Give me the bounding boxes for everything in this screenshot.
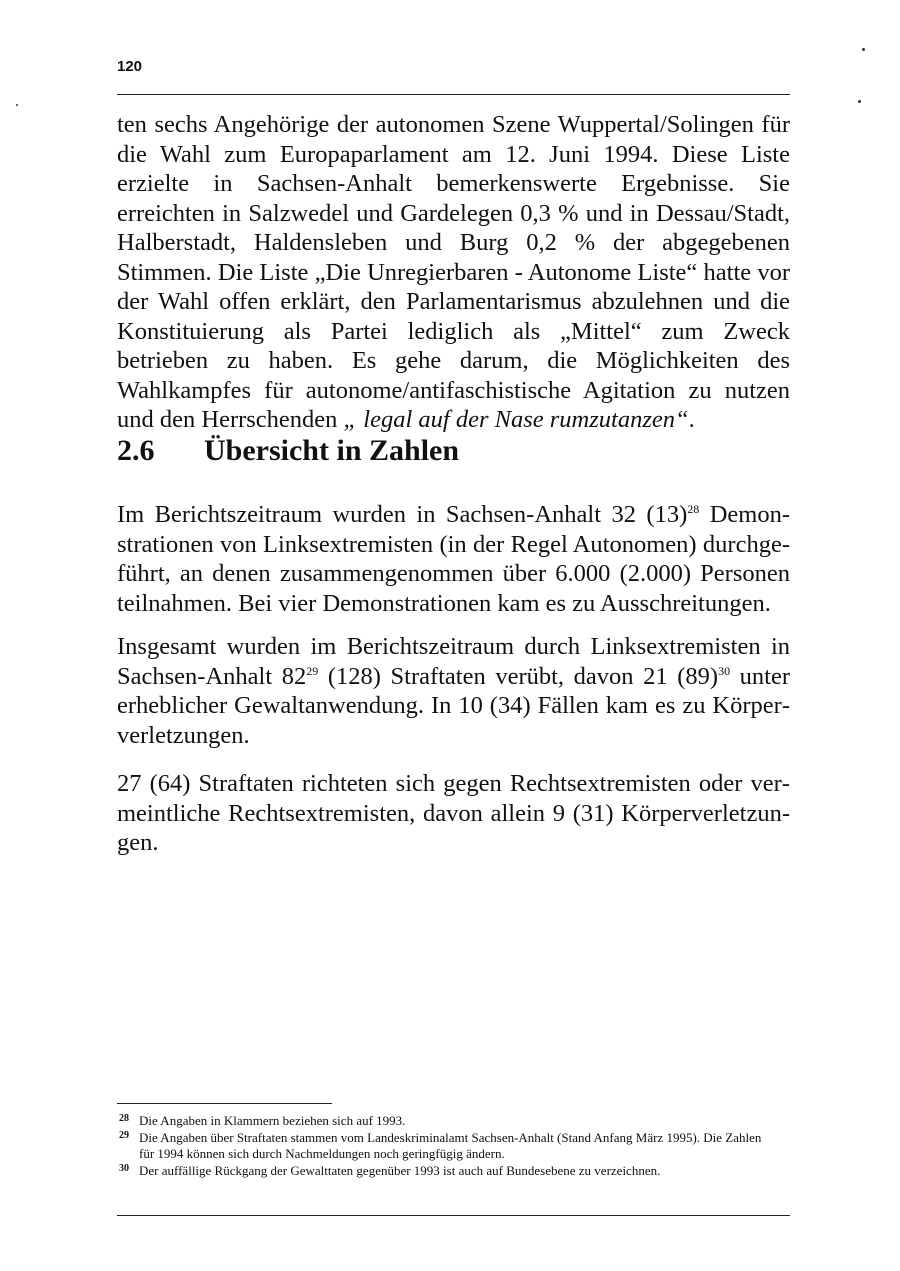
- scan-speck: [862, 48, 865, 51]
- footnote-reference: 30: [718, 663, 731, 678]
- section-title: Übersicht in Zahlen: [204, 434, 460, 467]
- footnote: [117, 1113, 762, 1129]
- paragraph-text: 27 (64) Straftaten richteten sich gegen Rechtsextremisten oder vermeintliche Rechtsextremisten, davon allein 9 (31) Körperverletzungen.: [117, 770, 790, 856]
- page-number: 120: [117, 58, 143, 75]
- italic-quote: „ legal auf der Nase rumzutanzen“: [343, 406, 689, 433]
- paragraph-targets: [117, 769, 790, 858]
- paragraph-end: .: [688, 406, 695, 433]
- footnote-text: Die Angaben über Straftaten stammen vom Landeskriminalamt Sachsen-Anhalt (Stand Anfang März 1995). Die Zahlen für 1994 können sich durch Nachmeldungen noch geringfügig ändern.: [139, 1130, 762, 1161]
- header-rule: [117, 94, 790, 95]
- footnote: [117, 1130, 762, 1162]
- section-heading: [117, 434, 459, 468]
- footnote-separator: [117, 1103, 332, 1104]
- paragraph-demonstrations: [117, 500, 790, 618]
- scan-speck: [858, 100, 861, 103]
- paragraph-text: Insgesamt wurden im Berichtszeitraum durch Linksextremisten in Sachsen-Anhalt 82: [117, 633, 790, 690]
- paragraph-text: (128) Straftaten verübt, davon 21 (89): [318, 662, 719, 690]
- paragraph-text: Demonstrationen von Linksextremisten (in der Regel Autonomen) durchgeführt, an denen zusammengenommen über 6.000 (2.000) Personen teilnahmen. Bei vier Demonstrationen kam es zu Ausschreitungen.: [117, 501, 790, 617]
- paragraph-text: unter erheblicher Gewaltanwendung. In 10 (34) Fällen kam es zu Körperverletzungen.: [117, 662, 791, 749]
- paragraph-text: Im Berichtszeitraum wurden in Sachsen-Anhalt 32 (13): [117, 501, 688, 528]
- footnote-text: Die Angaben in Klammern beziehen sich auf 1993.: [139, 1113, 406, 1128]
- footnote-reference: 28: [687, 501, 700, 516]
- footnote-number: 29: [119, 1130, 129, 1141]
- footnotes: [117, 1113, 762, 1180]
- footnote-number: 30: [119, 1163, 129, 1174]
- footnote-reference: 29: [306, 663, 319, 678]
- paragraph-offenses: [117, 632, 790, 750]
- section-number: 2.6: [117, 434, 155, 467]
- paragraph-text: ten sechs Angehörige der autonomen Szene Wuppertal/Solingen für die Wahl zum Europaparlament am 12. Juni 1994. Diese Liste erzielte in Sachsen-Anhalt bemerkenswerte Ergebnisse. Sie erreichten in Salzwedel und Gardelegen 0,3 % und in Dessau/Stadt, Halberstadt, Haldensleben und Burg 0,2 % der abgegebenen Stimmen. Die Liste „Die Unregierbaren - Autonome Liste“ hatte vor der Wahl offen erklärt, den Parlamentarismus abzulehnen und die Konstituierung als Partei lediglich als „Mittel“ zum Zweck betrieben zu haben. Es gehe darum, die Möglichkeiten des Wahlkampfes für autonome/antifaschistische Agitation zu nutzen und den Herrschenden: [117, 111, 790, 433]
- footer-rule: [117, 1215, 790, 1216]
- scan-speck: [16, 104, 18, 106]
- paragraph-election-list: [117, 110, 790, 435]
- footnote-text: Der auffällige Rückgang der Gewalttaten gegenüber 1993 ist auch auf Bundesebene zu verzeichnen.: [139, 1163, 661, 1178]
- footnote-number: 28: [119, 1113, 129, 1124]
- footnote: [117, 1163, 762, 1179]
